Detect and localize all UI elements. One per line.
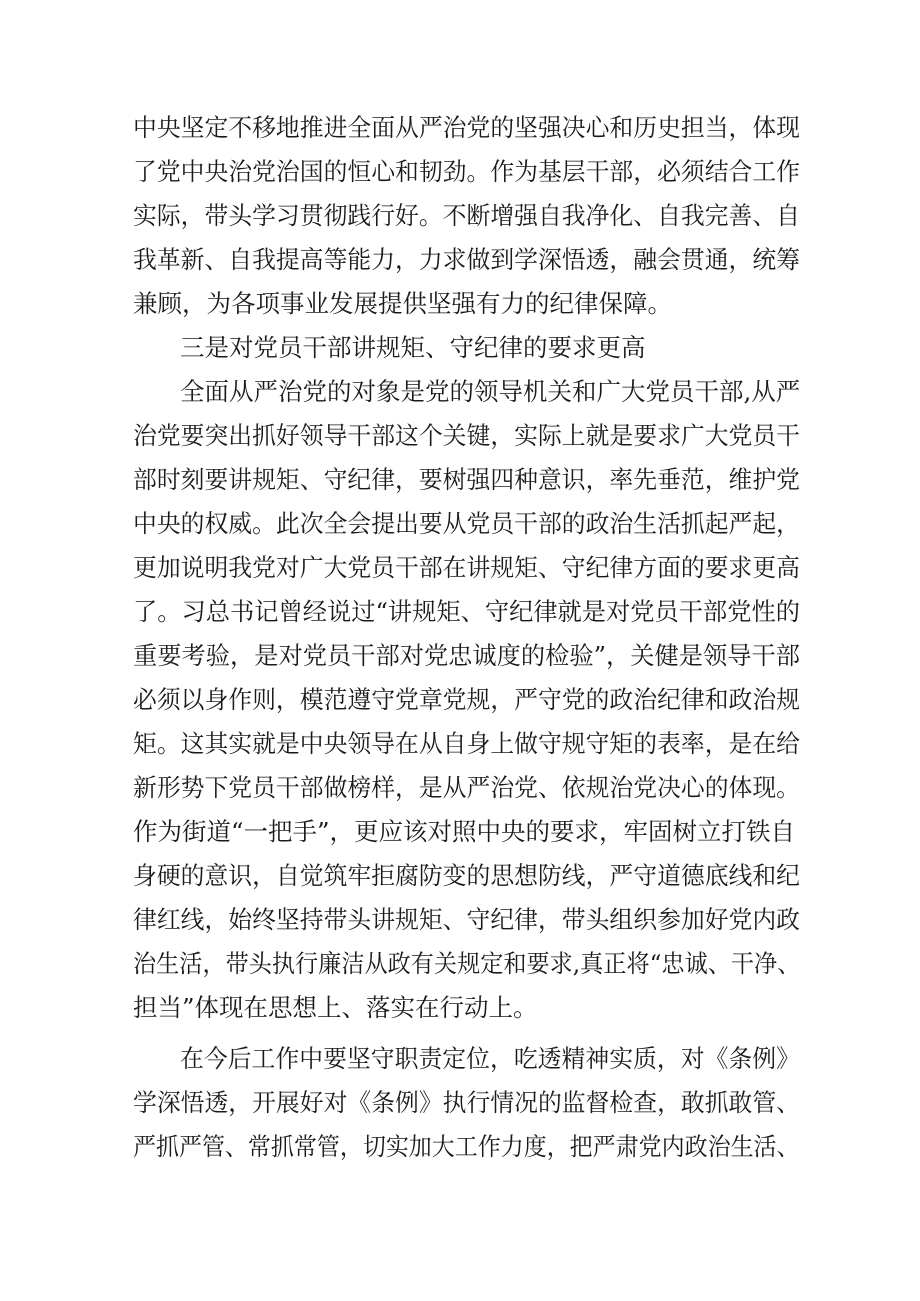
text-line: 中央的权威。此次全会提出要从党员干部的政治生活抓起严起， (133, 509, 800, 538)
text-line: 新形势下党员干部做榜样，是从严治党、依规治党决心的体现。 (133, 773, 800, 802)
text-line: 部时刻要讲规矩、守纪律，要树强四种意识，率先垂范，维护党 (133, 465, 800, 494)
text-line: 实际，带头学习贯彻践行好。不断增强自我净化、自我完善、自 (133, 201, 800, 230)
text-line: 治党要突出抓好领导干部这个关键，实际上就是要求广大党员干 (133, 421, 800, 450)
text-line: 担当”体现在思想上、落实在行动上。 (133, 993, 538, 1022)
text-line: 作为街道“一把手”，更应该对照中央的要求，牢固树立打铁自 (133, 817, 796, 846)
text-line: 兼顾，为各项事业发展提供坚强有力的纪律保障。 (133, 289, 672, 318)
text-line: 了党中央治党治国的恒心和韧劲。作为基层干部，必须结合工作 (133, 157, 800, 186)
text-line: 中央坚定不移地推进全面从严治党的坚强决心和历史担当，体现 (133, 113, 800, 142)
text-line: 学深悟透，开展好对《条例》执行情况的监督检查，敢抓敢管、 (133, 1088, 800, 1117)
text-line: 重要考验，是对党员干部对党忠诚度的检验”，关健是领导干部 (133, 641, 801, 670)
text-line: 严抓严管、常抓常管，切实加大工作力度，把严肃党内政治生活、 (133, 1132, 800, 1161)
text-line: 身硬的意识，自觉筑牢拒腐防变的思想防线，严守道德底线和纪 (133, 861, 800, 890)
text-line: 治生活，带头执行廉洁从政有关规定和要求,真正将“忠诚、干净、 (133, 949, 801, 978)
text-line: 了。习总书记曾经说过“讲规矩、守纪律就是对党员干部党性的 (133, 597, 801, 626)
section-heading: 三是对党员干部讲规矩、守纪律的要求更高 (180, 333, 646, 362)
text-line: 必须以身作则，模范遵守党章党规，严守党的政治纪律和政治规 (133, 685, 800, 714)
paragraph-start: 在今后工作中要坚守职责定位，吃透精神实质，对《条例》 (180, 1044, 800, 1073)
text-line: 矩。这其实就是中央领导在从自身上做守规守矩的表率，是在给 (133, 729, 800, 758)
text-line: 更加说明我党对广大党员干部在讲规矩、守纪律方面的要求更高 (133, 553, 800, 582)
paragraph-start: 全面从严治党的对象是党的领导机关和广大党员干部,从严 (180, 377, 801, 406)
text-line: 律红线，始终坚持带头讲规矩、守纪律，带头组织参加好党内政 (133, 905, 800, 934)
text-line: 我革新、自我提高等能力，力求做到学深悟透，融会贯通，统筹 (133, 245, 800, 274)
